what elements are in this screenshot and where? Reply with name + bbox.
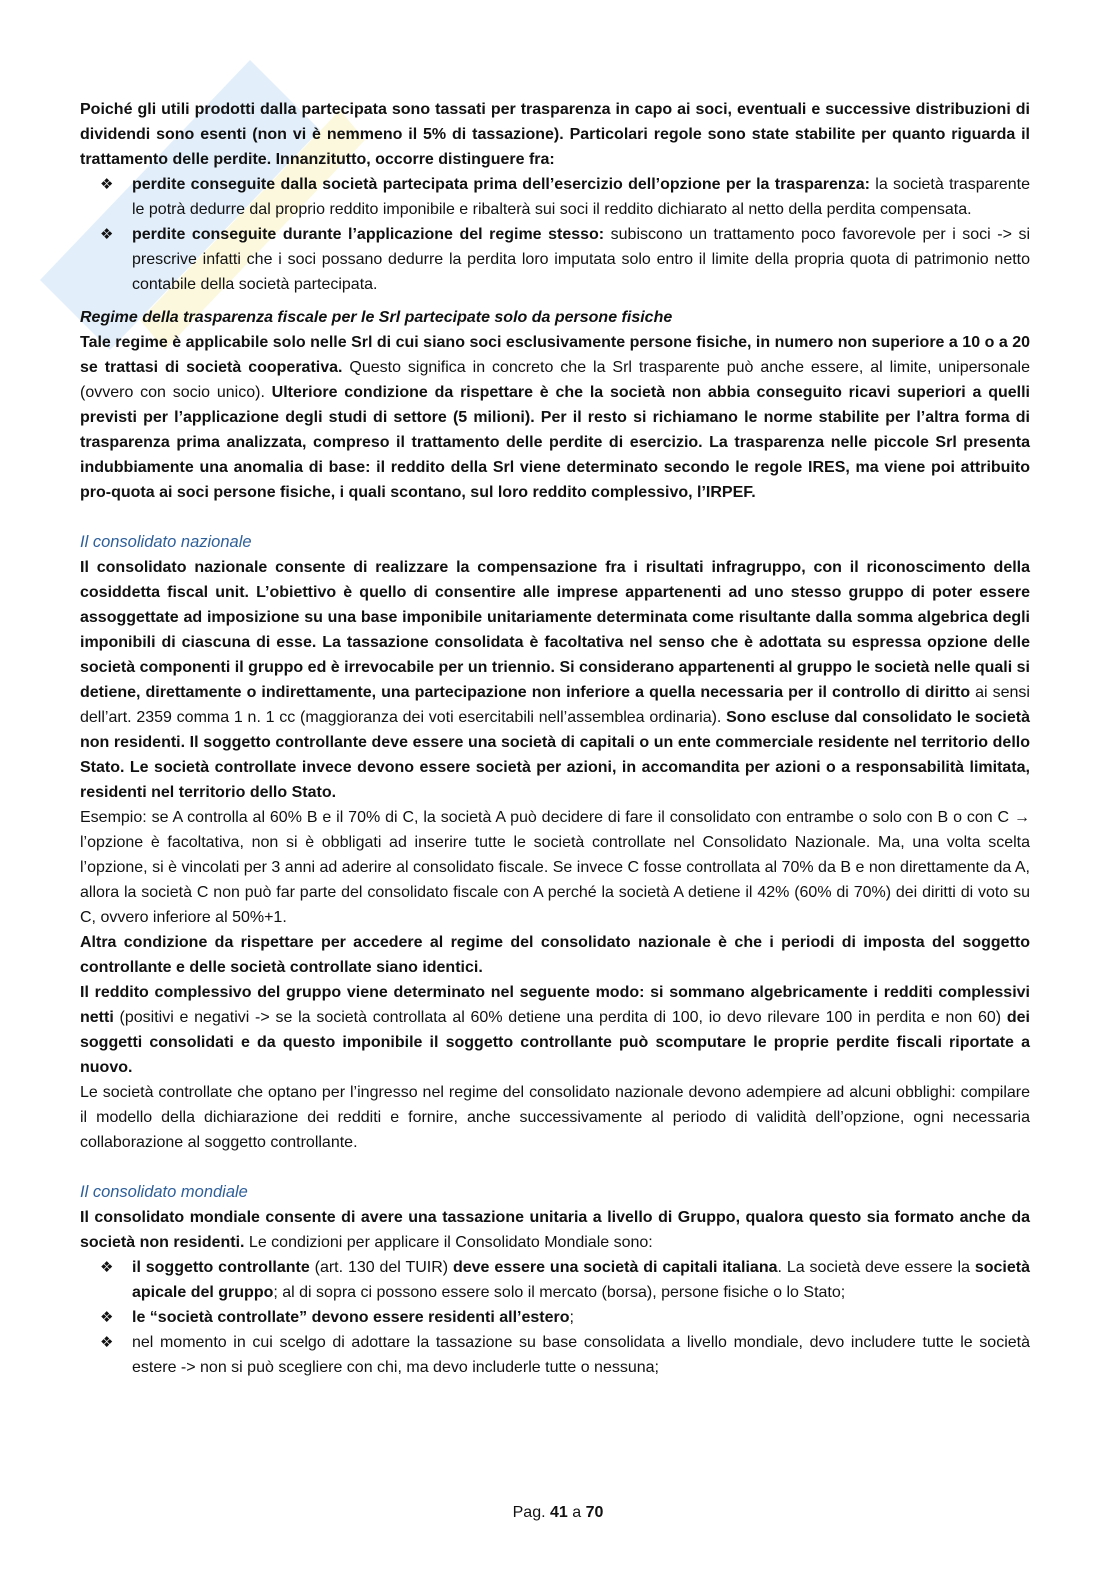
list-item: ❖ perdite conseguite durante l’applicazione del regime stesso: subiscono un trattamento poco favorevole per i soci -> si prescrive infatti che i soci possano dedurre la perdita loro imputata solo entro il limite della propria quota di patrimonio netto contabile della società partecipata. bbox=[80, 222, 1030, 297]
intro-paragraph: Poiché gli utili prodotti dalla partecipata sono tassati per trasparenza in capo ai soci, eventuali e successive distribuzioni di dividendi sono esenti (non vi è nemmeno il 5% di tassazione). Particolari regole sono state stabilite per quanto riguarda il trattamento delle perdite. Innanzitutto, occorre distinguere fra: bbox=[80, 101, 1030, 168]
nazionale-paragraph-4: Le società controllate che optano per l’ingresso nel regime del consolidato nazionale devono adempiere ad alcuni obblighi: compilare il modello della dichiarazione dei redditi e fornire, anche successivamente al periodo di validità dell’opzione, ogni necessaria collaborazione al soggetto controllante. bbox=[80, 1084, 1030, 1151]
document-page bbox=[80, 97, 1030, 1380]
mondiale-conditions-list bbox=[80, 1255, 1030, 1380]
diamond-bullet-icon: ❖ bbox=[100, 226, 114, 243]
mondiale-paragraph: Il consolidato mondiale consente di avere una tassazione unitaria a livello di Gruppo, qualora questo sia formato anche da società non residenti. Le condizioni per applicare il Consolidato Mondiale sono: bbox=[80, 1209, 1030, 1251]
diamond-bullet-icon: ❖ bbox=[100, 1309, 114, 1326]
page-footer: Pag. 41 a 70 bbox=[512, 1504, 604, 1521]
nazionale-paragraph-3: Il reddito complessivo del gruppo viene determinato nel seguente modo: si sommano algebricamente i redditi complessivi netti (positivi e negativi -> se la società controllata al 60% detiene una perdita di 100, io devo rilevare 100 in perdita e non 60) dei soggetti consolidati e da questo imponibile il soggetto controllante può scomputare le proprie perdite fiscali riportate a nuovo. bbox=[80, 984, 1031, 1076]
diamond-bullet-icon: ❖ bbox=[100, 1259, 114, 1276]
perdite-list bbox=[80, 172, 1030, 297]
diamond-bullet-icon: ❖ bbox=[100, 176, 114, 193]
section-title-nazionale: Il consolidato nazionale bbox=[80, 533, 252, 551]
list-item: ❖ il soggetto controllante (art. 130 del TUIR) deve essere una società di capitali italiana. La società deve essere la società apicale del gruppo; al di sopra ci possono essere solo il mercato (borsa), persone fisiche o lo Stato; bbox=[80, 1255, 1030, 1305]
page-total: 70 bbox=[585, 1504, 604, 1521]
list-item: ❖ perdite conseguite dalla società partecipata prima dell’esercizio dell’opzione per la trasparenza: la società trasparente le potrà dedurre dal proprio reddito imponibile e ribalterà sui soci il reddito dichiarato al netto della perdita compensata. bbox=[80, 172, 1030, 222]
list-item: ❖ nel momento in cui scelgo di adottare la tassazione su base consolidata a livello mondiale, devo includere tutte le società estere -> non si può scegliere con chi, ma devo includerle tutte o nessuna; bbox=[80, 1330, 1030, 1380]
srl-heading: Regime della trasparenza fiscale per le Srl partecipate solo da persone fisiche bbox=[80, 309, 673, 326]
page-number: 41 bbox=[549, 1504, 568, 1521]
list-item: ❖ le “società controllate” devono essere residenti all’estero; bbox=[80, 1305, 1030, 1330]
srl-paragraph: Tale regime è applicabile solo nelle Srl di cui siano soci esclusivamente persone fisiche, in numero non superiore a 10 o a 20 se trattasi di società cooperativa. Questo significa in concreto che la Srl trasparente può anche essere, al limite, unipersonale (ovvero con socio unico). Ulteriore condizione da rispettare è che la società non abbia conseguito ricavi superiori a quelli previsti per l’applicazione degli studi di settore (5 milioni). Per il resto si richiamano le norme stabilite per l’altra forma di trasparenza prima analizzata, compreso il trattamento delle perdite di esercizio. La trasparenza nelle piccole Srl presenta indubbiamente una anomalia di base: il reddito della Srl viene determinato secondo le regole IRES, ma viene poi attribuito pro-quota ai soci persone fisiche, i quali scontano, sul loro reddito complessivo, l’IRPEF. bbox=[80, 334, 1030, 501]
section-title-mondiale: Il consolidato mondiale bbox=[80, 1183, 248, 1201]
nazionale-paragraph-1: Il consolidato nazionale consente di realizzare la compensazione fra i risultati infragruppo, con il riconoscimento della cosiddetta fiscal unit. L’obiettivo è quello di consentire alle imprese appartenenti ad uno stesso gruppo di poter essere assoggettate ad imposizione su una base imponibile unitariamente determinata come risultante dalla somma algebrica degli imponibili di ciascuna di esse. La tassazione consolidata è facoltativa nel senso che è adottata su espressa opzione delle società componenti il gruppo ed è irrevocabile per un triennio. Si considerano appartenenti al gruppo le società nelle quali si detiene, direttamente o indirettamente, una partecipazione non inferiore a quella necessaria per il controllo di diritto ai sensi dell’art. 2359 comma 1 n. 1 cc (maggioranza dei voti esercitabili nell’assemblea ordinaria). Sono escluse dal consolidato le società non residenti. Il soggetto controllante deve essere una società di capitali o un ente commerciale residente nel territorio dello Stato. Le società controllate invece devono essere società per azioni, in accomandita per azioni o a responsabilità limitata, residenti nel territorio dello Stato. bbox=[80, 559, 1030, 801]
diamond-bullet-icon: ❖ bbox=[100, 1334, 114, 1351]
nazionale-esempio: Esempio: se A controlla al 60% B e il 70% di C, la società A può decidere di fare il consolidato con entrambe o solo con B o con C → l’opzione è facoltativa, non si è obbligati ad inserire tutte le società controllate nel Consolidato Nazionale. Ma, una volta scelta l’opzione, si è vincolati per 3 anni ad aderire al consolidato fiscale. Se invece C fosse controllata al 70% da B e non direttamente da A, allora la società C non può far parte del consolidato fiscale con A perché la società A detiene il 42% (60% di 70%) dei diritti di voto su C, ovvero inferiore al 50%+1. bbox=[80, 809, 1030, 926]
nazionale-paragraph-2: Altra condizione da rispettare per accedere al regime del consolidato nazionale è che i periodi di imposta del soggetto controllante e delle società controllate siano identici. bbox=[80, 934, 1030, 976]
